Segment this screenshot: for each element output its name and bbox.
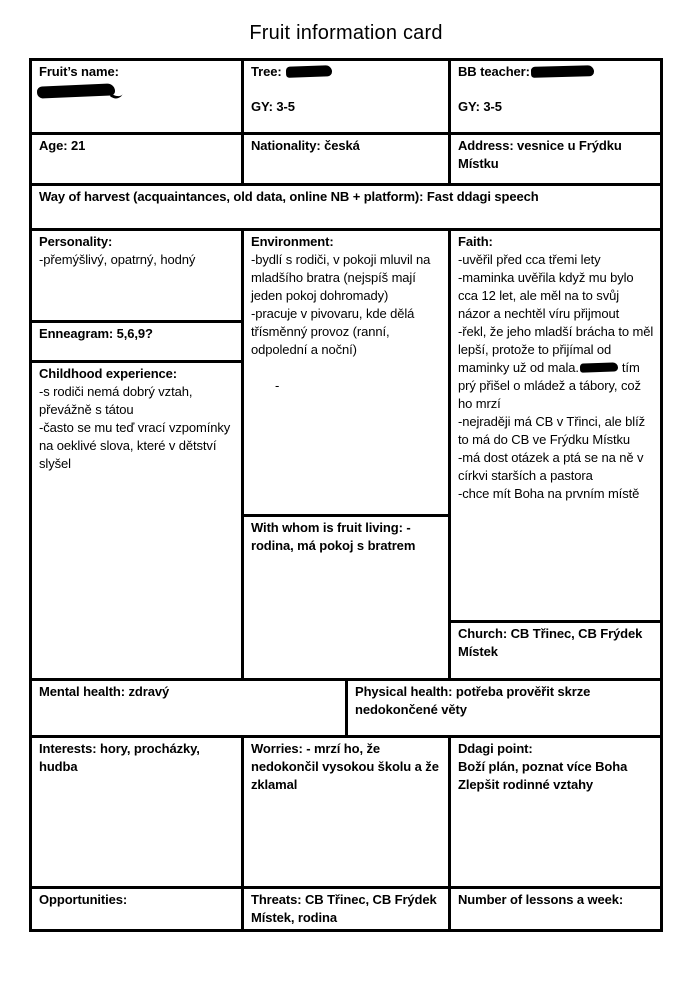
faith-line: -maminka uvěřila když mu bylo cca 12 let, ale měl na to svůj názor a nechtěl víru přijmout [458, 270, 634, 321]
bb-teacher-label: BB teacher: [458, 64, 530, 79]
cell-mental-health: Mental health: zdravý [32, 681, 345, 735]
tree-label-line [251, 63, 442, 81]
redacted-bb-teacher-value [531, 65, 594, 78]
personality-body: -přemýšlivý, opatrný, hodný [39, 252, 196, 267]
bb-teacher-label-line [458, 63, 654, 81]
cell-way-of-harvest: Way of harvest (acquaintances, old data, online NB + platform): Fast ddagi speech [32, 186, 660, 228]
redacted-tree-value [285, 65, 331, 78]
cell-physical-health: Physical health: potřeba prověřit skrze nedokončené věty [348, 681, 660, 735]
cell-personality [32, 231, 241, 320]
childhood-line: -s rodiči nemá dobrý vztah, převážně s tátou [39, 384, 193, 417]
environment-line: -pracuje v pivovaru, kde dělá třísměnný provoz (ranní, odpolední a noční) [251, 306, 415, 357]
cell-interests: Interests: hory, procházky, hudba [32, 738, 241, 886]
environment-label: Environment: [251, 234, 334, 249]
faith-line: -má dost otázek a ptá se na ně v církvi starších a pastora [458, 450, 644, 483]
cell-childhood-experience [32, 363, 241, 678]
faith-line: -uvěřil před cca třemi lety [458, 252, 601, 267]
cell-worries: Worries: - mrzí ho, že nedokončil vysokou školu a že zklamal [244, 738, 448, 886]
faith-redacted-post: tím prý přišel o mládež a tábory, což ho mrzí [458, 360, 641, 411]
environment-dash: - [275, 378, 280, 393]
environment-line: -bydlí s rodiči, v pokoji mluvil na mladšího bratra (nejspíš mají jeden pokoj dohromady) [251, 252, 431, 303]
cell-church: Church: CB Třinec, CB Frýdek Místek [451, 623, 660, 678]
cell-opportunities: Opportunities: [32, 889, 241, 929]
bb-teacher-gy: GY: 3-5 [458, 99, 502, 114]
ddagi-point-line: Boží plán, poznat více Boha [458, 759, 628, 774]
childhood-line: -často se mu teď vrací vzpomínky na oeklivé slova, které v dětství slyšel [39, 420, 231, 471]
tree-label: Tree: [251, 64, 282, 79]
redacted-faith-word [580, 362, 618, 372]
cell-with-whom-living [244, 517, 448, 678]
faith-line-with-redaction [458, 323, 654, 413]
cell-nationality: Nationality: česká [244, 135, 448, 183]
personality-label: Personality: [39, 234, 113, 249]
cell-address: Address: vesnice u Frýdku Místku [451, 135, 660, 183]
cell-number-of-lessons: Number of lessons a week: [451, 889, 660, 929]
redacted-fruit-name-value [37, 83, 115, 98]
cell-environment [244, 231, 448, 514]
faith-label: Faith: [458, 234, 493, 249]
faith-redacted-pre: -řekl, že jeho mladší brácha to měl lepší, protože to přijímal od maminky už od mala. [458, 324, 654, 375]
fruits-name-label: Fruit’s name: [39, 64, 119, 79]
childhood-label: Childhood experience: [39, 366, 178, 381]
cell-faith [451, 231, 660, 620]
ddagi-point-label: Ddagi point: [458, 741, 533, 756]
cell-fruits-name [32, 61, 241, 132]
with-whom-line: rodina, má pokoj s bratrem [251, 538, 416, 553]
cell-threats: Threats: CB Třinec, CB Frýdek Místek, rodina [244, 889, 448, 929]
fruit-information-card-table [29, 58, 663, 932]
with-whom-line: With whom is fruit living: - [251, 520, 411, 535]
cell-bb-teacher [451, 61, 660, 132]
ddagi-point-line: Zlepšit rodinné vztahy [458, 777, 594, 792]
page-title: Fruit information card [249, 22, 443, 44]
tree-gy: GY: 3-5 [251, 99, 295, 114]
cell-tree [244, 61, 448, 132]
cell-enneagram: Enneagram: 5,6,9? [32, 323, 241, 360]
faith-line: -nejraději má CB v Třinci, ale blíž to má do CB ve Frýdku Místku [458, 414, 645, 447]
cell-ddagi-point [451, 738, 660, 886]
cell-age: Age: 21 [32, 135, 241, 183]
faith-line: -chce mít Boha na prvním místě [458, 486, 640, 501]
